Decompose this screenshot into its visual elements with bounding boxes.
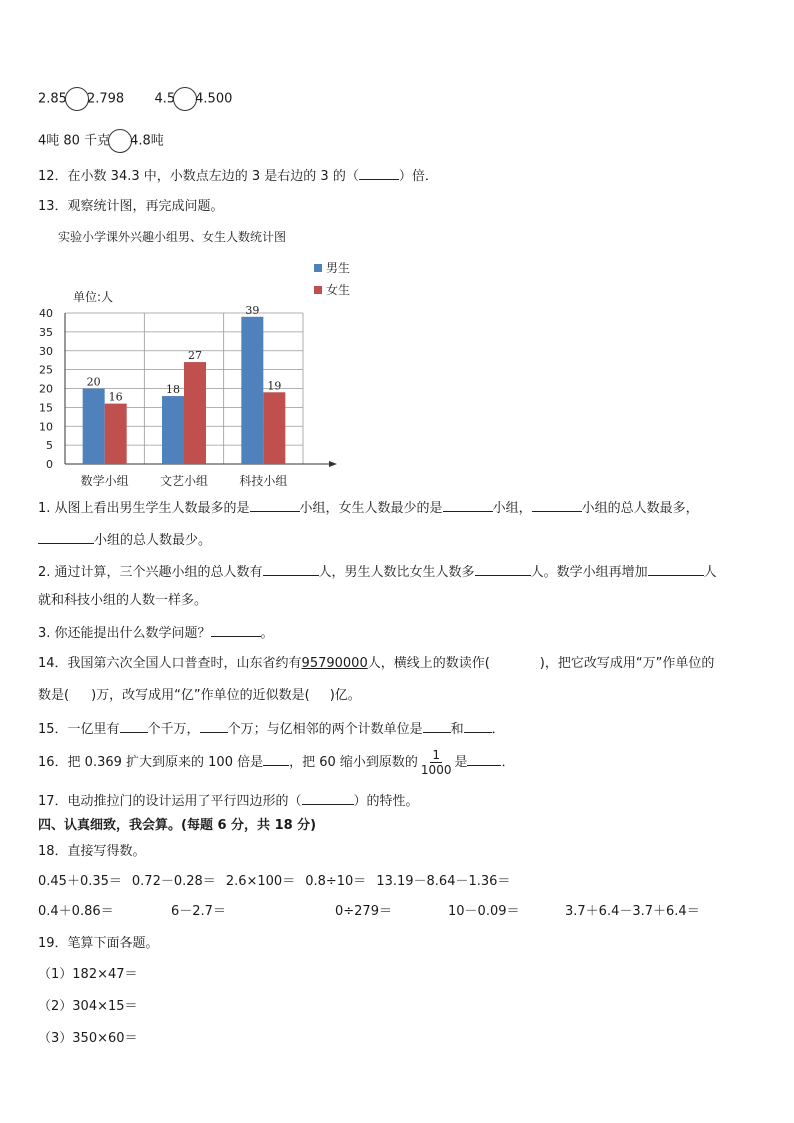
calc-item: 13.19－8.64－1.36＝ xyxy=(376,874,511,889)
calc-item: 0.8÷10＝ xyxy=(305,874,367,889)
q17-blank[interactable] xyxy=(302,791,354,805)
compare-row-2 xyxy=(38,129,164,153)
q15-text-c: 个万；与亿相邻的两个计数单位是 xyxy=(227,722,423,737)
bar xyxy=(162,396,184,464)
question-18-row-1 xyxy=(38,873,510,891)
q16-numerator: 1 xyxy=(432,748,441,762)
y-axis-label: 单位:人 xyxy=(73,290,114,304)
x-tick-label: 数学小组 xyxy=(80,474,129,488)
q12-suffix: ）倍． xyxy=(398,169,438,184)
section-4-title: 四、认真细致，我会算。(每题 6 分，共 18 分) xyxy=(38,818,317,833)
q15-blank-4[interactable] xyxy=(464,719,492,733)
calc-item: 10－0.09＝ xyxy=(448,904,520,919)
compare-a2: 4.5 xyxy=(154,91,176,107)
q14-text-c: )，把它改写成用“万”作单位的 xyxy=(539,656,715,671)
y-tick-label: 20 xyxy=(39,382,53,396)
q15-text-b: 个千万， xyxy=(147,722,200,737)
question-14-line2 xyxy=(38,687,361,705)
q16-text-b: ，把 60 缩小到原数的 xyxy=(289,755,418,770)
q13-3-blank[interactable] xyxy=(211,623,261,637)
question-16 xyxy=(38,748,515,778)
q15-text-e: ． xyxy=(491,722,505,737)
q13-2-blank-3[interactable] xyxy=(648,562,704,576)
q16-blank-2[interactable] xyxy=(467,752,501,766)
q17-text-a: 17．电动推拉门的设计运用了平行四边形的（ xyxy=(38,794,302,809)
data-label: 16 xyxy=(108,390,123,404)
compare-circle-3[interactable] xyxy=(108,129,132,153)
y-tick-label: 25 xyxy=(39,363,53,377)
q13-1-text-d: 小组的总人数最多， xyxy=(581,501,699,516)
q13-1-text-c: 小组， xyxy=(492,501,532,516)
bar xyxy=(263,392,285,464)
q13-1-text-b: 小组，女生人数最少的是 xyxy=(299,501,443,516)
y-tick-label: 30 xyxy=(39,344,53,358)
data-label: 18 xyxy=(166,383,180,397)
q13-2-text-d: 人 xyxy=(703,565,717,580)
y-tick-label: 35 xyxy=(39,325,53,339)
q12-prefix: 12．在小数 34.3 中，小数点左边的 3 是右边的 3 的（ xyxy=(38,169,359,184)
y-tick-label: 15 xyxy=(39,401,53,415)
calc-item: 0.4＋0.86＝ xyxy=(38,904,114,919)
q16-fraction xyxy=(419,748,454,777)
question-12 xyxy=(38,166,438,186)
question-15 xyxy=(38,719,505,739)
question-19-title: 19．笔算下面各题。 xyxy=(38,936,159,951)
question-17 xyxy=(38,791,419,811)
question-13-1 xyxy=(38,498,699,518)
y-tick-label: 40 xyxy=(39,307,53,320)
q15-blank-3[interactable] xyxy=(423,719,451,733)
q15-blank-2[interactable] xyxy=(200,719,228,733)
q15-text-a: 15．一亿里有 xyxy=(38,722,120,737)
q19-item-1: （1）182×47＝ xyxy=(38,967,138,982)
data-label: 19 xyxy=(267,379,282,393)
question-14 xyxy=(38,655,714,673)
q16-text-d: ． xyxy=(501,755,515,770)
question-13-2-line2: 就和科技小组的人数一样多。 xyxy=(38,593,208,608)
q14-number: 95790000 xyxy=(301,656,368,671)
x-tick-label: 科技小组 xyxy=(239,474,288,488)
calc-item: 0.45＋0.35＝ xyxy=(38,874,122,889)
q14-text-d: 数是( xyxy=(38,688,70,703)
legend-label: 男生 xyxy=(326,261,351,275)
question-18-title: 18．直接写得数。 xyxy=(38,844,146,859)
q13-3-end: 。 xyxy=(260,626,274,641)
y-tick-label: 0 xyxy=(46,458,53,471)
bar xyxy=(105,404,127,464)
q13-2-text-c: 人。数学小组再增加 xyxy=(530,565,648,580)
q13-1-text-e: 小组的总人数最少。 xyxy=(94,533,212,548)
compare-b1: 2.798 xyxy=(86,91,125,107)
q12-blank[interactable] xyxy=(359,166,399,180)
q13-1-blank-2[interactable] xyxy=(443,498,493,512)
compare-row-1 xyxy=(38,87,232,111)
q14-text-b: 人，横线上的数读作( xyxy=(367,656,490,671)
question-13-3 xyxy=(38,623,274,643)
x-axis-arrow xyxy=(329,461,337,467)
data-label: 20 xyxy=(86,375,101,389)
legend-swatch xyxy=(314,286,322,294)
bar xyxy=(184,362,206,464)
q19-item-2: （2）304×15＝ xyxy=(38,999,138,1014)
chart-title-text: 实验小学课外兴趣小组男、女生人数统计图 xyxy=(58,230,287,244)
q13-1-blank-3[interactable] xyxy=(532,498,582,512)
question-13-title: 13．观察统计图，再完成问题。 xyxy=(38,199,224,214)
q13-2-blank-2[interactable] xyxy=(475,562,531,576)
q16-blank-1[interactable] xyxy=(263,752,289,766)
legend-label: 女生 xyxy=(326,283,351,297)
q14-text-a: 14．我国第六次全国人口普查时，山东省约有 xyxy=(38,656,302,671)
q16-denominator: 1000 xyxy=(420,763,452,777)
q14-text-f: )亿。 xyxy=(329,688,361,703)
compare-a1: 2.85 xyxy=(38,91,67,107)
q13-3-text: 3. 你还能提出什么数学问题？ xyxy=(38,626,211,641)
q15-blank-1[interactable] xyxy=(120,719,148,733)
compare-circle-1[interactable] xyxy=(65,87,89,111)
q13-2-text-a: 2. 通过计算，三个兴趣小组的总人数有 xyxy=(38,565,263,580)
y-tick-label: 10 xyxy=(39,420,53,434)
compare-a3: 4吨 80 千克 xyxy=(38,133,111,149)
compare-circle-2[interactable] xyxy=(173,87,197,111)
q17-text-b: ）的特性。 xyxy=(353,794,419,809)
q16-text-a: 16．把 0.369 扩大到原来的 100 倍是 xyxy=(38,755,264,770)
q13-1-text-a: 1. 从图上看出男生学生人数最多的是 xyxy=(38,501,250,516)
x-tick-label: 文艺小组 xyxy=(159,474,209,488)
bar-chart xyxy=(30,258,360,490)
compare-b3: 4.8吨 xyxy=(130,133,164,149)
compare-b2: 4.500 xyxy=(195,91,233,107)
question-18-row-2 xyxy=(38,903,758,921)
bar xyxy=(83,389,105,465)
bar xyxy=(241,317,263,464)
question-13-2 xyxy=(38,562,717,582)
q14-text-e: )万，改写成用“亿”作单位的近似数是( xyxy=(91,688,310,703)
calc-item: 0.72－0.28＝ xyxy=(131,874,216,889)
q16-text-c: 是 xyxy=(454,755,468,770)
q13-1-blank-1[interactable] xyxy=(250,498,300,512)
calc-item: 0÷279＝ xyxy=(335,904,392,919)
legend-swatch xyxy=(314,264,322,272)
q13-1-blank-4[interactable] xyxy=(38,530,94,544)
calc-item: 6－2.7＝ xyxy=(171,904,226,919)
calc-item: 3.7＋6.4－3.7＋6.4＝ xyxy=(565,904,700,919)
data-label: 27 xyxy=(188,349,202,363)
calc-item: 2.6×100＝ xyxy=(225,874,296,889)
question-13-1-line2 xyxy=(38,530,211,550)
y-tick-label: 5 xyxy=(46,439,53,453)
q19-item-3: （3）350×60＝ xyxy=(38,1031,138,1046)
data-label: 39 xyxy=(245,303,260,317)
q15-text-d: 和 xyxy=(450,722,464,737)
q13-2-blank-1[interactable] xyxy=(263,562,319,576)
q13-2-text-b: 人，男生人数比女生人数多 xyxy=(318,565,475,580)
